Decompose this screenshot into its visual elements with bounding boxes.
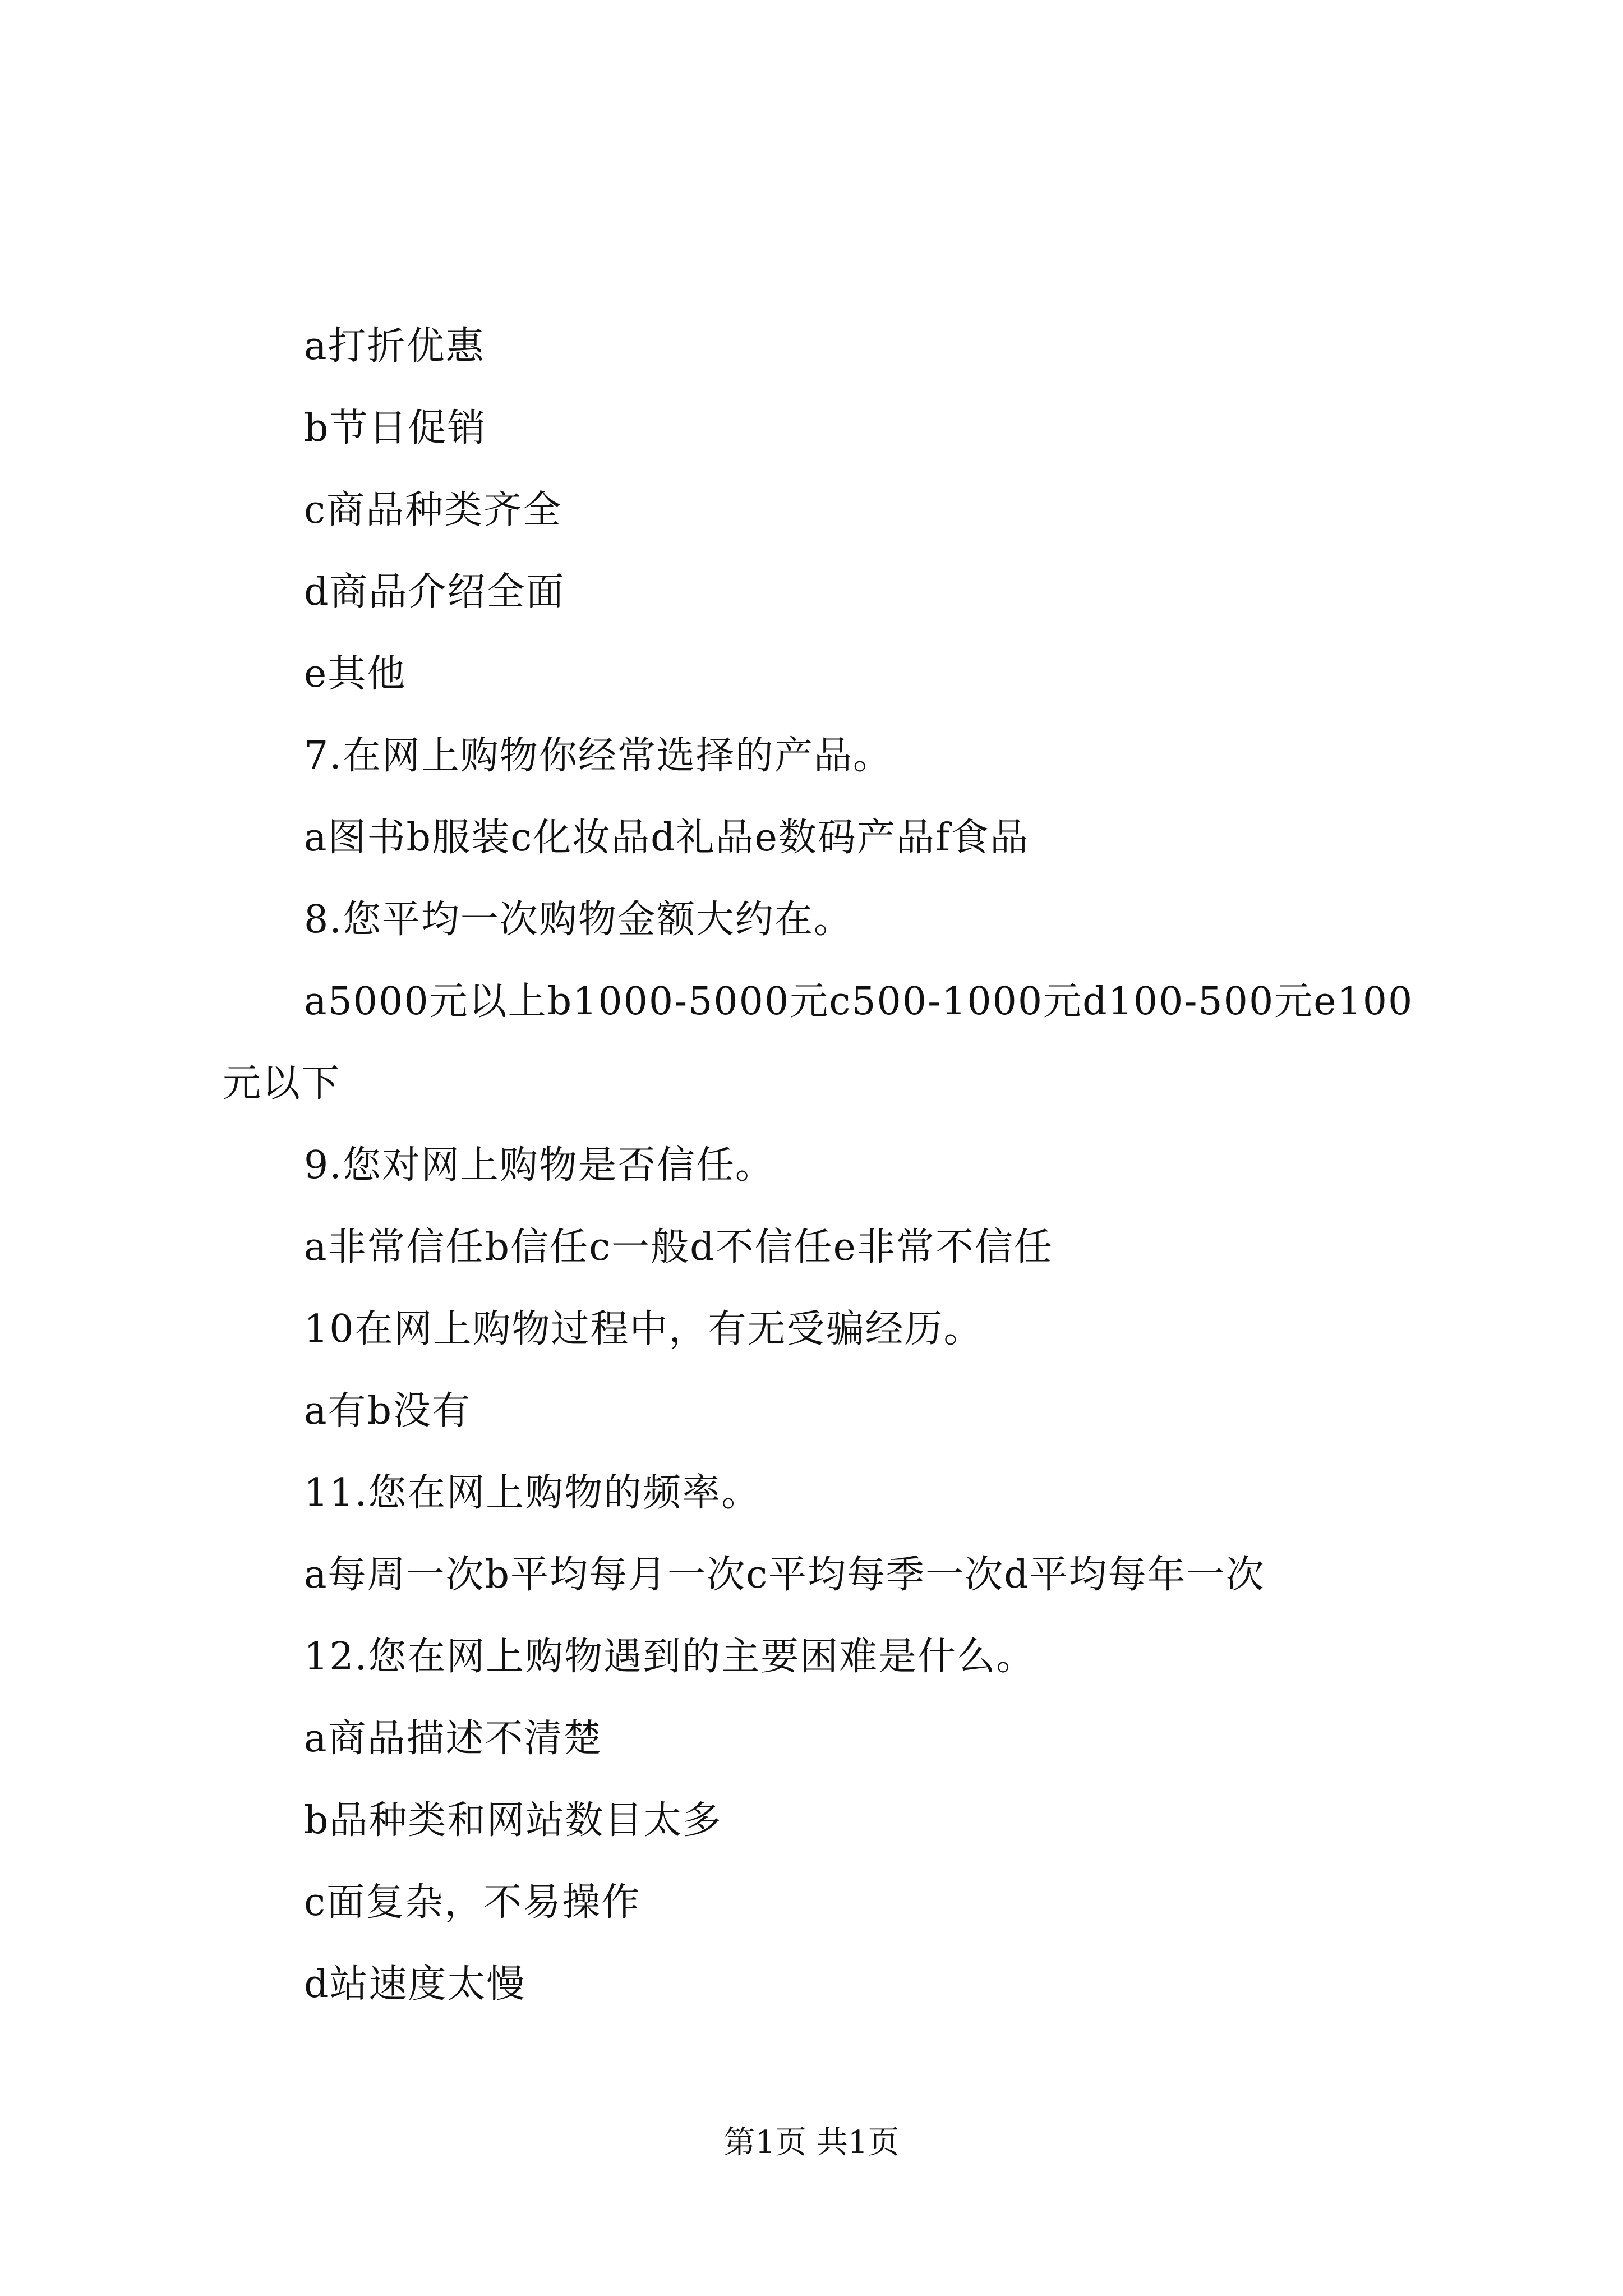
option-line: d商品介绍全面 bbox=[304, 570, 565, 614]
document-body bbox=[223, 306, 1445, 2026]
option-line: c面复杂，不易操作 bbox=[304, 1880, 641, 1925]
option-line: a图书b服装c化妆品d礼品e数码产品f食品 bbox=[304, 816, 1030, 860]
option-line: b节日促销 bbox=[304, 406, 487, 450]
option-line: b品种类和网站数目太多 bbox=[304, 1798, 722, 1843]
option-line: e其他 bbox=[304, 652, 407, 696]
question-line: 7.在网上购物你经常选择的产品。 bbox=[304, 734, 892, 778]
question-line: 8.您平均一次购物金额大约在。 bbox=[304, 898, 853, 942]
option-line: a有b没有 bbox=[304, 1389, 472, 1433]
option-line: c商品种类齐全 bbox=[304, 488, 562, 532]
option-line: a打折优惠 bbox=[304, 324, 485, 369]
option-line: a非常信任b信任c一般d不信任e非常不信任 bbox=[304, 1225, 1053, 1269]
question-line: 12.您在网上购物遇到的主要困难是什么。 bbox=[304, 1635, 1036, 1679]
question-line: 9.您对网上购物是否信任。 bbox=[304, 1143, 774, 1188]
page-footer: 第1页 共1页 bbox=[723, 2124, 900, 2161]
option-line: a商品描述不清楚 bbox=[304, 1717, 603, 1761]
question-line: 11.您在网上购物的频率。 bbox=[304, 1471, 761, 1515]
option-line-wrapped: a5000元以上b1000-5000元c500-1000元d100-500元e100元以下 bbox=[223, 979, 1414, 1106]
question-line: 10在网上购物过程中，有无受骗经历。 bbox=[304, 1307, 983, 1351]
option-line: a每周一次b平均每月一次c平均每季一次d平均每年一次 bbox=[304, 1553, 1265, 1597]
option-line: d站速度太慢 bbox=[304, 1962, 526, 2007]
